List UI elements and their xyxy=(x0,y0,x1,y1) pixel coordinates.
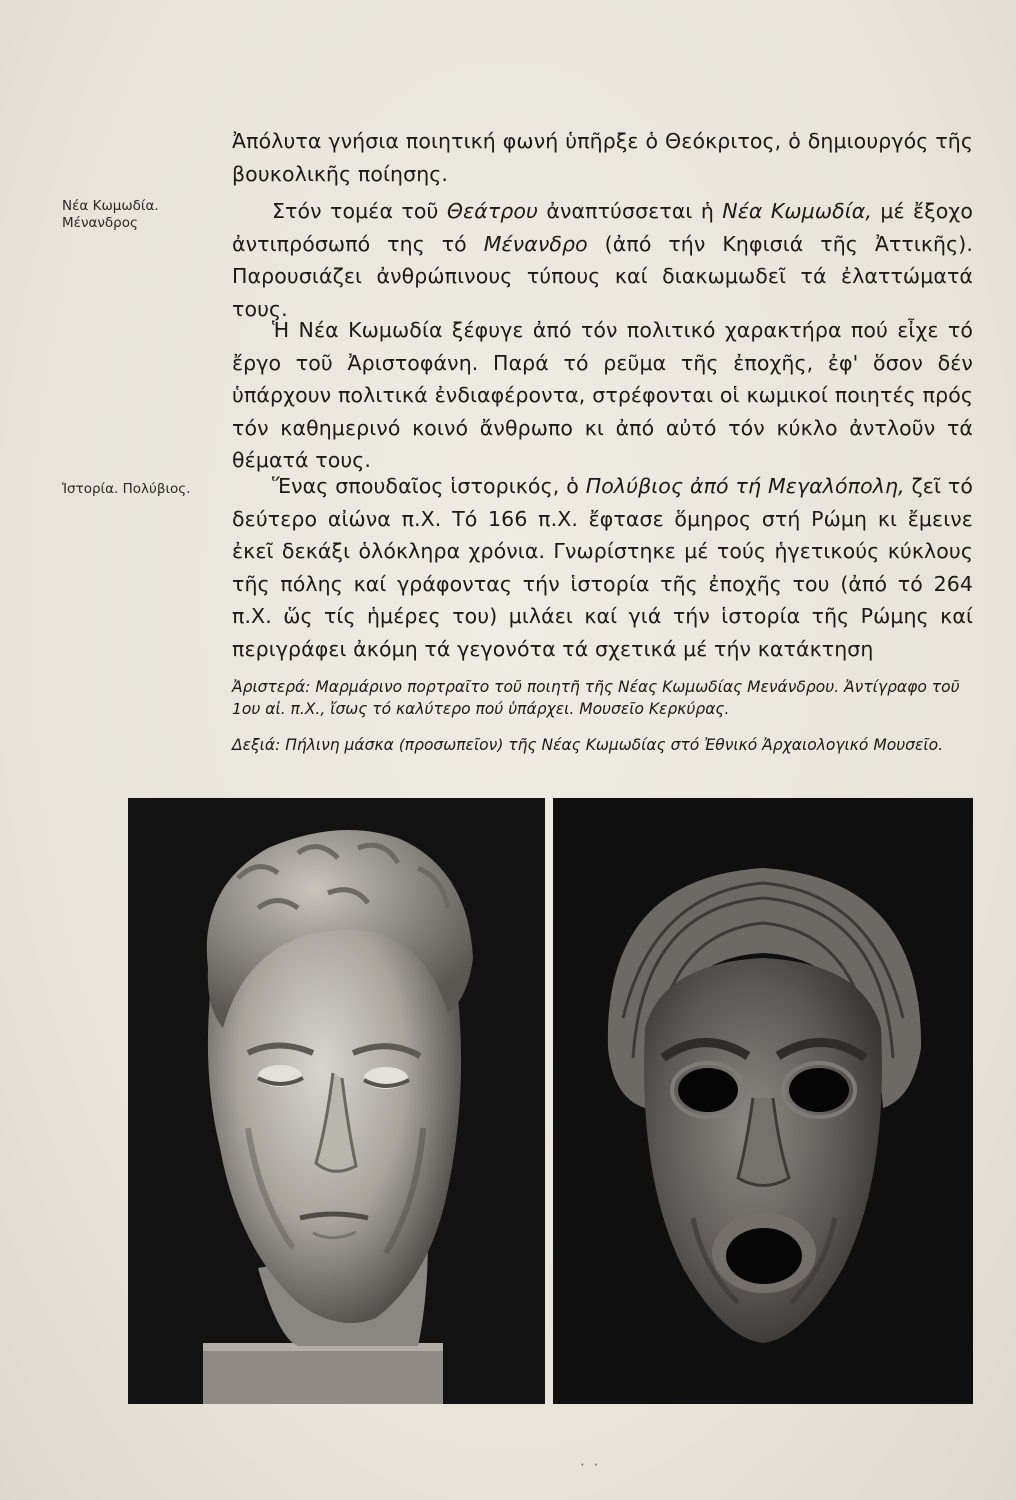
italic-term: Νέα Κωμωδία, xyxy=(722,199,872,223)
text-run: μέ ἔξοχο ἀντιπρόσωπό της τό xyxy=(232,199,973,256)
text-run: ἀναπτύσσεται ἡ xyxy=(538,199,723,223)
text-run: Στόν τομέα τοῦ xyxy=(272,199,447,223)
page-scan-mark: · · xyxy=(580,1456,601,1474)
margin-note-historia: Ἱστορία. Πολύβιος. xyxy=(62,481,191,497)
photo-menander-portrait xyxy=(128,798,545,1404)
paragraph-theocritus: Ἀπόλυτα γνήσια ποιητική φωνή ὑπῆρξε ὁ Θεόκριτος, ὁ δημιουργός τῆς βουκολικῆς ποίησης. xyxy=(232,129,973,186)
italic-term: Πολύβιος ἀπό τή Μεγαλόπολη, xyxy=(585,474,905,498)
text-run: (ἀπό τήν Κηφισιά τῆς Ἀττικῆς). Παρουσιάζει ἀνθρώπινους τύπους καί διακωμωδεῖ τά ἐλαττώματά τους. xyxy=(232,231,973,321)
italic-term: Μένανδρο xyxy=(483,231,588,256)
text-run: Ἕνας σπουδαῖος ἱστορικός, ὁ xyxy=(272,474,586,498)
marble-portrait-head-icon xyxy=(128,798,545,1404)
paragraph-new-comedy-themes: Ἡ Νέα Κωμωδία ξέφυγε ἀπό τόν πολιτικό χαρακτήρα πού εἶχε τό ἔργο τοῦ Ἀριστοφάνη. Παρά τό ρεῦμα τῆς ἐποχῆς, ἐφ' ὅσον δέν ὑπάρχουν πολιτικά ἐνδιαφέροντα, στρέφονται οἱ κωμικοί ποιητές πρός τόν καθημερινό κοινό ἄνθρωπο κι ἀπό αὐτό τόν κύκλο ἀντλοῦν τά θέματά τους. xyxy=(232,318,973,472)
caption-right: Δεξιά: Πήλινη μάσκα (προσωπεῖον) τῆς Νέας Κωμωδίας στό Ἐθνικό Ἀρχαιολογικό Μουσεῖο. xyxy=(232,736,944,754)
margin-note-line: Νέα Κωμωδία. xyxy=(62,198,159,214)
caption-left: Ἀριστερά: Μαρμάρινο πορτραῖτο τοῦ ποιητῆ τῆς Νέας Κωμωδίας Μενάνδρου. Ἀντίγραφο τοῦ 1ου αἰ. π.Χ., ἴσως τό καλύτερο πού ὑπάρχει. Μουσεῖο Κερκύρας. xyxy=(232,678,960,718)
margin-note-line: Μένανδρος xyxy=(62,215,138,231)
text-run: ζεῖ τό δεύτερο αἰώνα π.Χ. Τό 166 π.Χ. ἔφτασε ὅμηρος στή Ρώμη κι ἔμεινε ἐκεῖ δεκάξι ὁλόκληρα χρόνια. Γνωρίστηκε μέ τούς ἡγετικούς κύκλους τῆς πόλης καί γράφοντας τήν ἱστορία τῆς ἐποχῆς του (ἀπό τό 264 π.Χ. ὥς τίς ἡμέρες του) μιλάει καί γιά τήν ἱστορία τῆς Ρώμης καί περιγράφει ἀκόμη τά γεγονότα τά σχετικά μέ τήν κατάκτηση xyxy=(232,474,973,661)
margin-note-nea-komodia xyxy=(62,198,159,232)
paragraph-new-comedy xyxy=(232,195,973,325)
italic-term: Θεάτρου xyxy=(446,199,539,223)
paragraph-polybius xyxy=(232,470,973,665)
terracotta-theatre-mask-icon xyxy=(553,798,973,1404)
photo-new-comedy-mask xyxy=(553,798,973,1404)
